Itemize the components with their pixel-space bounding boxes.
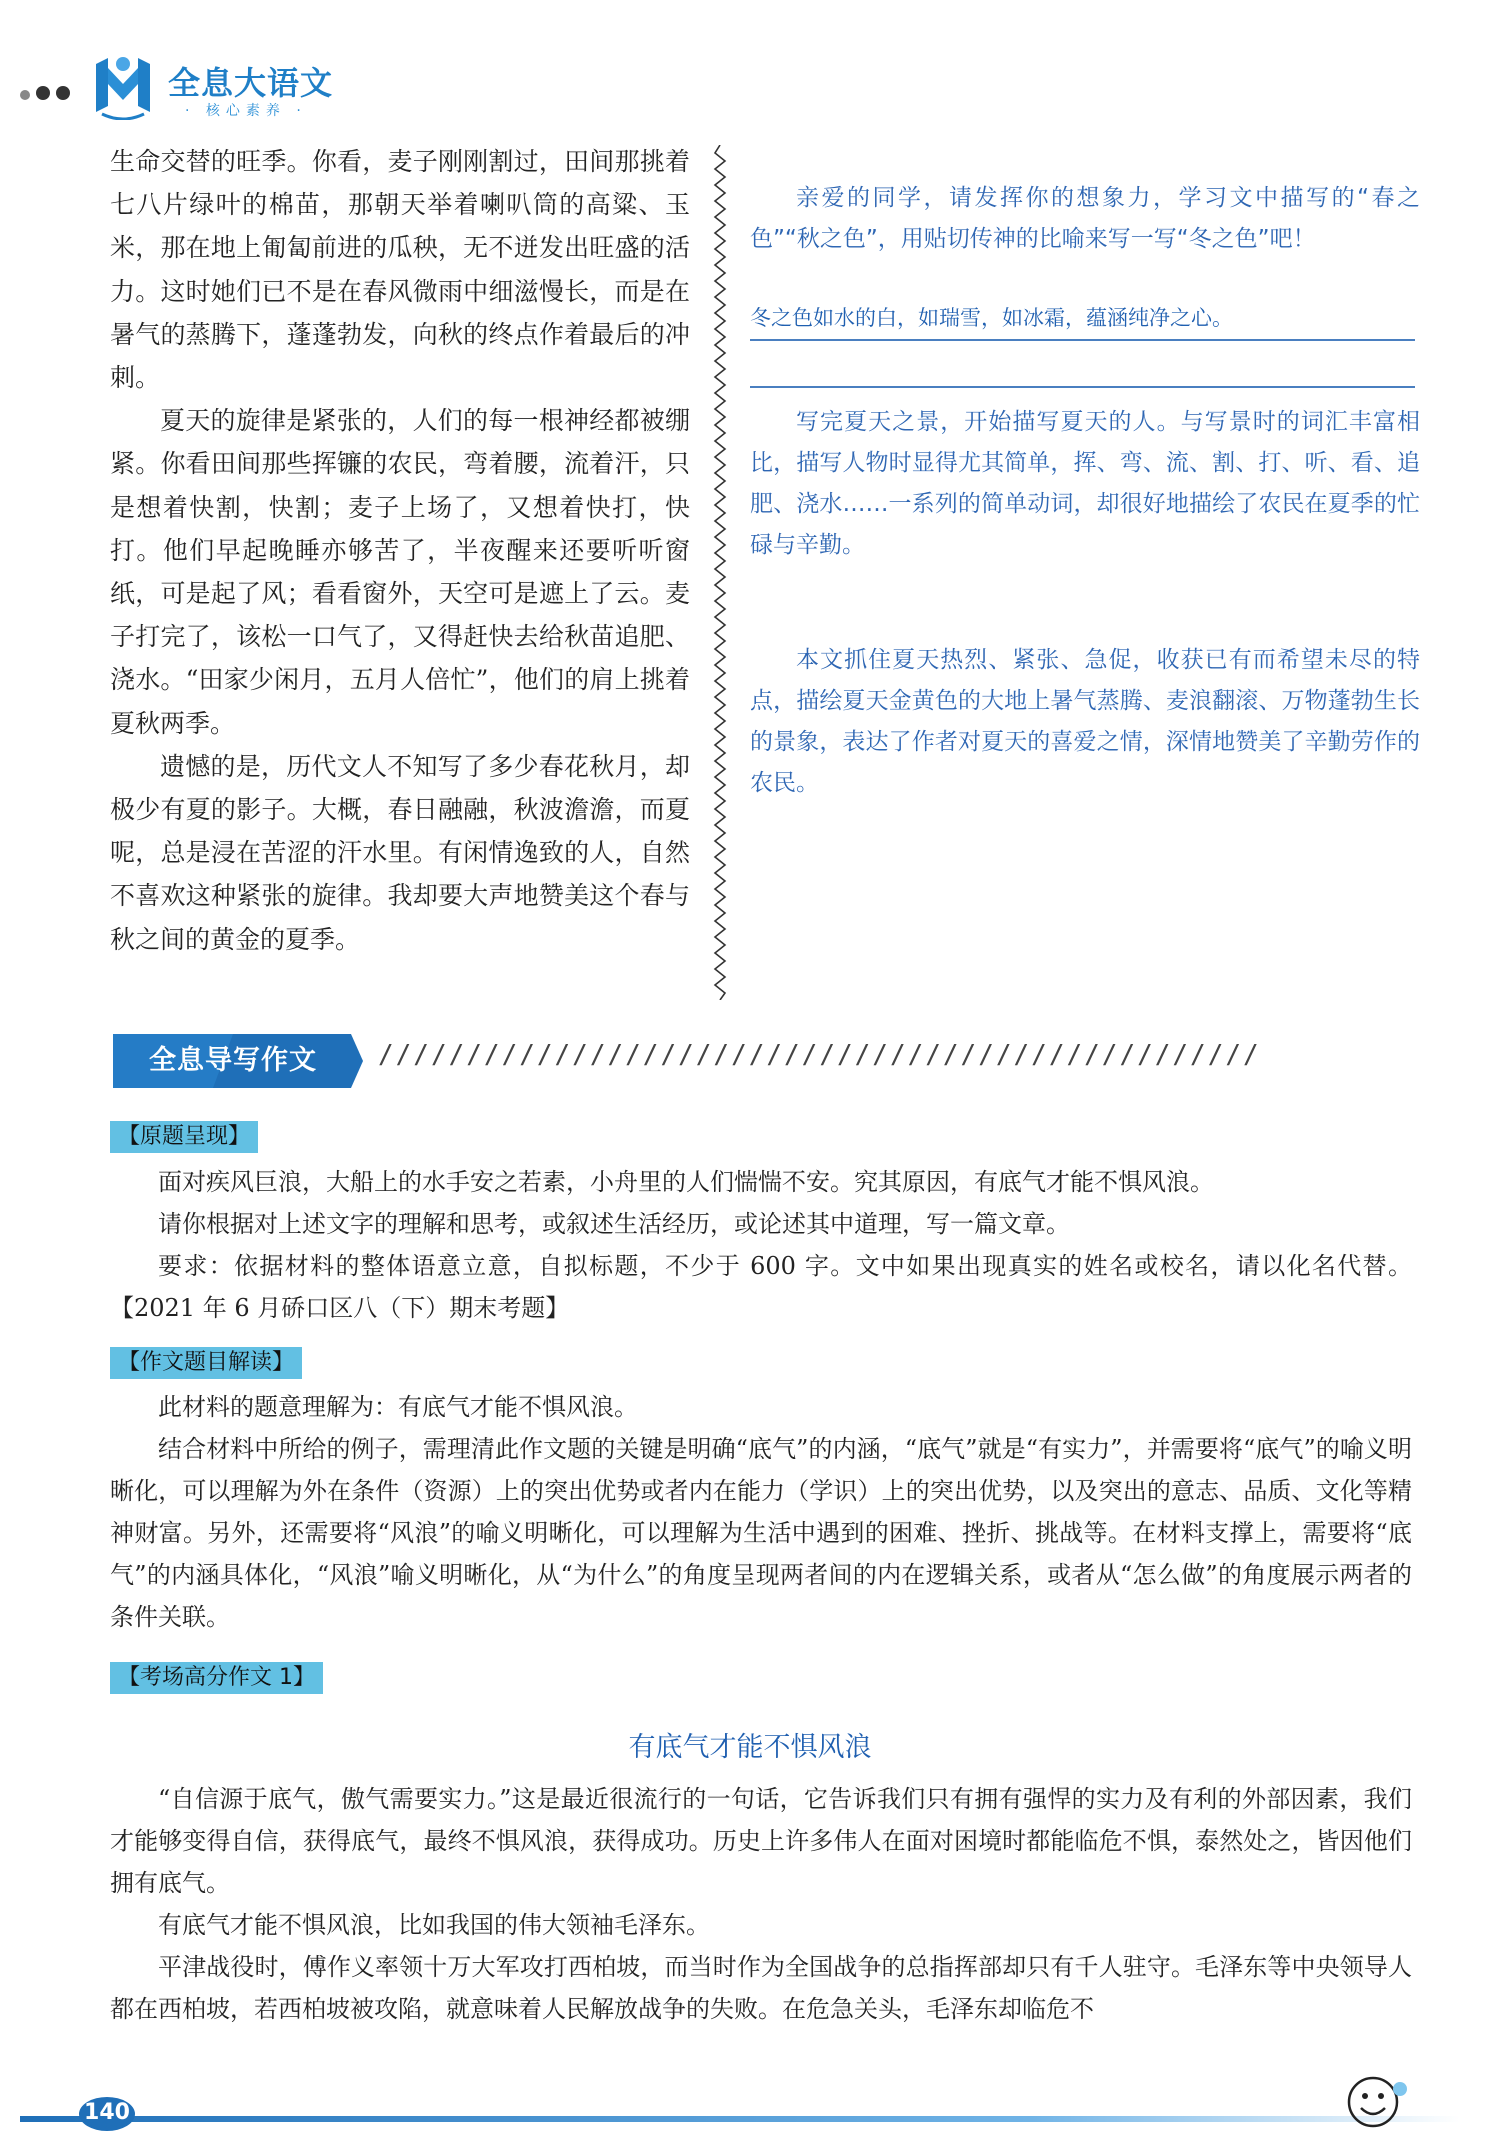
dot-icon [36,86,50,100]
logo-subtitle: · 核心素养 · [185,103,307,119]
column-divider [710,145,730,1000]
essay-title: 有底气才能不惧风浪 [628,1732,872,1763]
banner-title: 全息导写作文 [149,1045,317,1076]
note-prompt-text: 亲爱的同学，请发挥你的想象力，学习文中描写的“春之色”“秋之色”，用贴切传神的比喻来写一写“冬之色”吧！ [750,185,1420,252]
dot-icon [56,86,70,100]
logo-icon [92,54,154,120]
margin-note-prompt [750,178,1420,260]
interpretation-line: 结合材料中所给的例子，需理清此作文题的关键是明确“底气”的内涵，“底气”就是“有实力”，并需要将“底气”的喻义明晰化，可以理解为外在条件（资源）上的突出优势或者内在能力（学识）上的突出优势，以及突出的意志、品质、文化等精神财富。另外，还需要将“风浪”的喻义明晰化，可以理解为生活中遇到的困难、挫折、挑战等。在材料支撑上，需要将“底气”的内涵具体化，“风浪”喻义明晰化，从“为什么”的角度呈现两者间的内在逻辑关系，或者从“怎么做”的角度展示两者的条件关联。 [110,1435,1412,1631]
section-banner [113,1034,363,1088]
answer-line [750,339,1415,341]
note-people-text: 写完夏天之景，开始描写夏天的人。与写景时的词汇丰富相比，描写人物时显得尤其简单，挥、弯、流、割、打、听、看、追肥、浇水……一系列的简单动词，却很好地描绘了农民在夏季的忙碌与辛勤。 [750,409,1420,558]
article-paragraph: 夏天的旋律是紧张的，人们的每一根神经都被绷紧。你看田间那些挥镰的农民，弯着腰，流着汗，只是想着快割，快割；麦子上场了，又想着快打，快打。他们早起晚睡亦够苦了，半夜醒来还要听听窗纸，可是起了风；看看窗外，天空可是遮上了云。麦子打完了，该松一口气了，又得赶快去给秋苗追肥、浇水。“田家少闲月，五月人倍忙”，他们的肩上挑着夏秋两季。 [110,406,690,738]
article-paragraph: 遗憾的是，历代文人不知写了多少春花秋月，却极少有夏的影子。大概，春日融融，秋波澹澹，而夏呢，总是浸在苦涩的汗水里。有闲情逸致的人，自然不喜欢这种紧张的旋律。我却要大声地赞美这个春与秋之间的黄金的夏季。 [110,751,690,954]
footer-bar [20,2116,1460,2122]
page-number: 140 [84,2100,130,2125]
tag-original-topic: 【原题呈现】 [110,1121,258,1153]
margin-note-people [750,402,1420,566]
essay-paragraph: “自信源于底气，傲气需要实力。”这是最近很流行的一句话，它告诉我们只有拥有强悍的实力及有利的外部因素，我们才能够变得自信，获得底气，最终不惧风浪，获得成功。历史上许多伟人在面对困境时都能临危不惧，泰然处之，皆因他们拥有底气。 [110,1785,1412,1897]
topic-line: 面对疾风巨浪，大船上的水手安之若素，小舟里的人们惴惴不安。究其原因，有底气才能不惧风浪。 [158,1168,1214,1196]
interpretation-line: 此材料的题意理解为：有底气才能不惧风浪。 [158,1393,638,1421]
topic-line: 要求：依据材料的整体语意立意，自拟标题，不少于 600 字。文中如果出现真实的姓名或校名，请以化名代替。【2021 年 6 月硚口区八（下）期末考题】 [110,1252,1412,1322]
note-summary-text: 本文抓住夏天热烈、紧张、急促，收获已有而希望未尽的特点，描绘夏天金黄色的大地上暑气蒸腾、麦浪翻滚、万物蓬勃生长的景象，表达了作者对夏天的喜爱之情，深情地赞美了辛勤劳作的农民。 [750,647,1420,796]
banner-slashes: ////////////////////////////////////////////////// [378,1040,1261,1070]
essay-paragraph: 平津战役时，傅作义率领十万大军攻打西柏坡，而当时作为全国战争的总指挥部却只有千人驻守。毛泽东等中央领导人都在西柏坡，若西柏坡被攻陷，就意味着人民解放战争的失败。在危急关头，毛泽东却临危不 [110,1953,1412,2023]
answer-line [750,386,1415,388]
dot-icon [20,90,30,100]
topic-line: 请你根据对上述文字的理解和思考，或叙述生活经历，或论述其中道理，写一篇文章。 [158,1210,1070,1238]
essay-paragraph: 有底气才能不惧风浪，比如我国的伟大领袖毛泽东。 [158,1911,710,1939]
logo-title: 全息大语文 [168,64,334,102]
answer-text: 冬之色如水的白，如瑞雪，如冰霜，蕴涵纯净之心。 [750,306,1233,330]
page-header [20,48,420,128]
header-dots [20,85,76,104]
article-paragraph: 生命交替的旺季。你看，麦子刚刚割过，田间那挑着七八片绿叶的棉苗，那朝天举着喇叭筒的高粱、玉米，那在地上匍匐前进的瓜秧，无不迸发出旺盛的活力。这时她们已不是在春风微雨中细滋慢长，而是在暑气的蒸腾下，蓬蓬勃发，向秋的终点作着最后的冲刺。 [110,147,690,393]
tag-interpretation: 【作文题目解读】 [110,1347,302,1379]
decor-dot [1393,2082,1407,2096]
smiley-icon [1345,2072,1405,2132]
tag-essay: 【考场高分作文 1】 [110,1662,323,1694]
margin-note-summary [750,640,1420,804]
article-continuation [110,140,690,961]
